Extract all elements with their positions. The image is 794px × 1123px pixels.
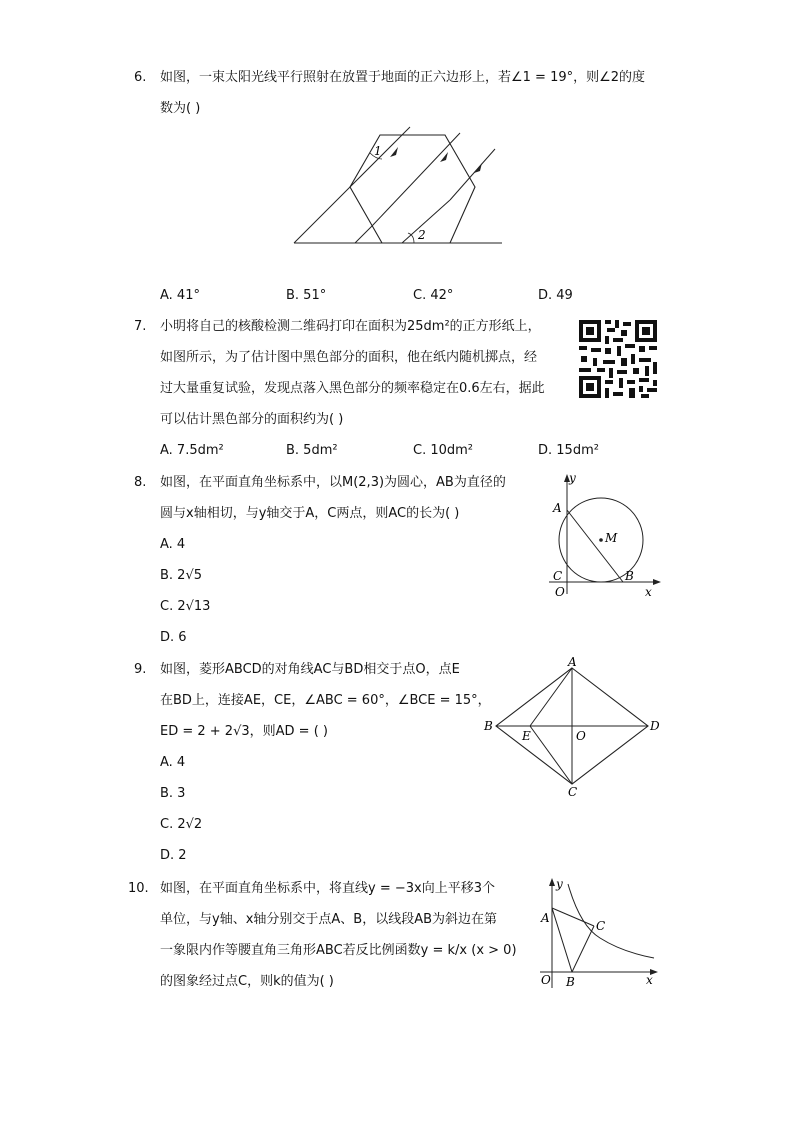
question-6-options [134,280,674,311]
light-ray [372,133,460,226]
option-a[interactable]: A. 41° [160,288,200,303]
stem-line: 数为( ) [160,101,201,116]
light-ray [402,200,450,243]
question-number: 7. [134,319,147,334]
stem-line: 在BD上，连接AE，CE，∠ABC = 60°，∠BCE = 15°， [160,693,491,708]
option-b[interactable]: B. 3 [160,786,186,801]
options-list [160,529,210,653]
angle-label-2: 2 [418,228,426,242]
label-b: B [625,569,634,583]
segment-ae [530,668,572,726]
label-y: y [569,472,576,485]
question-number: 9. [134,662,147,677]
circle-coordinate-figure [545,472,665,600]
label-a: A [568,656,577,669]
stem-line: 如图，在平面直角坐标系中，将直线y = −3x向上平移3个 [160,881,495,896]
stem-line: 如图，一束太阳光线平行照射在放置于地面的正六边形上，若∠1 = 19°，则∠2的度 [160,70,646,85]
label-y: y [556,877,563,891]
hexagon [350,135,475,243]
label-d: D [650,719,660,733]
hyperbola-curve [568,884,654,958]
option-b[interactable]: B. 2√5 [160,568,203,583]
stem-line: 如图，在平面直角坐标系中，以M(2,3)为圆心，AB为直径的 [160,475,506,490]
segment-ac [552,908,594,926]
label-e: E [522,729,531,743]
question-number: 10. [128,881,149,896]
option-d[interactable]: D. 15dm² [538,443,599,458]
label-o: O [555,585,565,599]
label-x: x [646,973,653,987]
option-d[interactable]: D. 6 [160,630,187,645]
light-ray [294,187,350,243]
stem-line: 单位，与y轴、x轴分别交于点A、B，以线段AB为斜边在第 [160,912,498,927]
option-c[interactable]: C. 10dm² [413,443,474,458]
angle-label-1: 1 [374,144,382,158]
option-d[interactable]: D. 2 [160,848,187,863]
angle-arc [408,233,414,243]
label-b: B [484,719,493,733]
stem-line: 的图象经过点C，则k的值为( ) [160,974,334,989]
option-a[interactable]: A. 7.5dm² [160,443,224,458]
options-list [160,747,202,871]
label-a: A [553,501,562,515]
question-stem [160,467,530,529]
stem-line: 如图，菱形ABCD的对角线AC与BD相交于点O，点E [160,662,460,677]
stem-line: ED = 2 + 2√3，则AD = ( ) [160,724,328,739]
segment-bc [572,926,594,972]
stem-line: 一象限内作等腰直角三角形ABC若反比例函数y = k/x (x > 0) [160,943,517,958]
option-d[interactable]: D. 49 [538,288,573,303]
hexagon-sunlight-figure [290,125,510,250]
stem-line: 过大量重复试验，发现点落入黑色部分的频率稳定在0.6左右，据此 [160,381,545,396]
label-a: A [541,911,550,925]
label-m: M [605,531,618,545]
label-x: x [645,585,652,599]
qr-code-image [577,318,659,400]
option-b[interactable]: B. 51° [286,288,327,303]
light-ray [355,226,372,243]
y-axis-arrow [549,878,555,886]
diameter-ab [567,510,623,582]
x-axis-arrow [653,579,661,585]
inverse-function-figure [538,876,662,992]
option-c[interactable]: C. 42° [413,288,454,303]
label-c: C [553,569,563,583]
segment-ce [530,726,572,784]
question-number: 8. [134,475,147,490]
option-a[interactable]: A. 4 [160,755,186,770]
option-a[interactable]: A. 4 [160,537,186,552]
question-number: 6. [134,70,147,85]
question-7-options [134,435,674,466]
question-stem [160,62,670,124]
label-b: B [566,975,575,989]
label-o: O [541,973,551,987]
center-point-m [599,538,603,542]
stem-line: 可以估计黑色部分的面积约为( ) [160,412,344,427]
label-c: C [596,919,606,933]
arrow-head [390,147,398,157]
label-c: C [568,785,578,798]
rhombus-figure [480,656,665,798]
stem-line: 小明将自己的核酸检测二维码打印在面积为25dm²的正方形纸上， [160,319,541,334]
label-o: O [576,729,586,743]
option-c[interactable]: C. 2√2 [160,817,203,832]
stem-line: 圆与x轴相切，与y轴交于A，C两点，则AC的长为( ) [160,506,460,521]
option-c[interactable]: C. 2√13 [160,599,211,614]
question-stem [160,873,530,997]
option-b[interactable]: B. 5dm² [286,443,338,458]
stem-line: 如图所示，为了估计图中黑色部分的面积，他在纸内随机掷点，经 [160,350,538,365]
question-stem [160,654,490,747]
segment-ab [552,908,572,972]
